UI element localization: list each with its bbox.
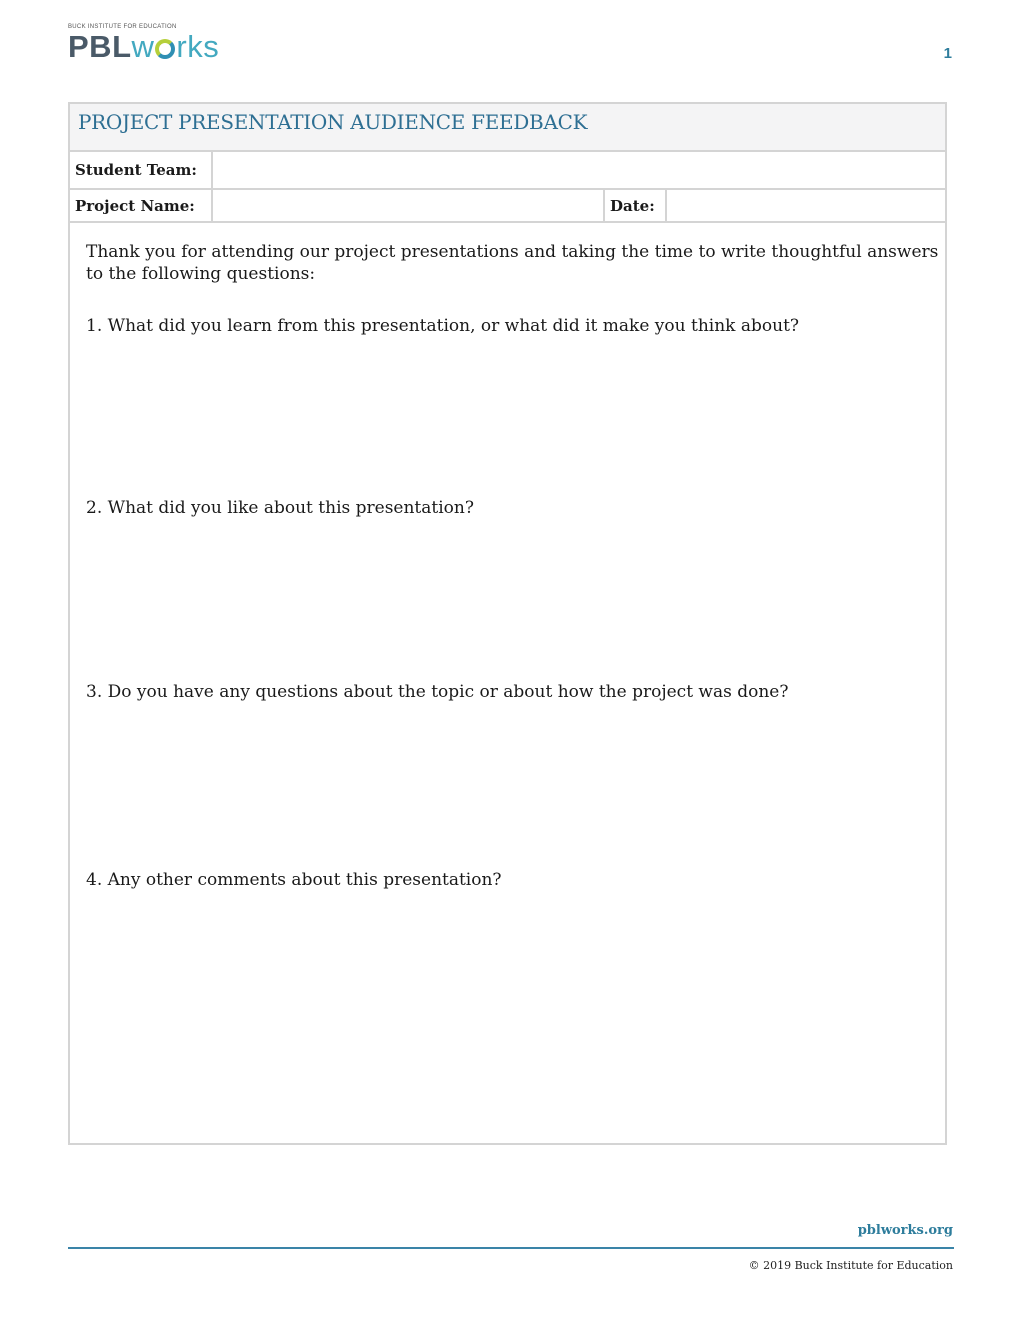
footer-copyright: © 2019 Buck Institute for Education: [748, 1259, 953, 1272]
logo-w-text: w: [131, 29, 155, 64]
footer-site-link[interactable]: pblworks.org: [857, 1223, 953, 1238]
pblworks-logo: [68, 24, 268, 68]
student-team-field[interactable]: [213, 152, 945, 188]
question-1: 1. What did you learn from this presentation, or what did it make you think about?: [86, 316, 800, 336]
form-title: PROJECT PRESENTATION AUDIENCE FEEDBACK: [78, 110, 588, 134]
logo-rks-text: rks: [176, 29, 220, 64]
question-3: 3. Do you have any questions about the topic or about how the project was done?: [86, 682, 789, 702]
form-title-row: [70, 104, 945, 152]
date-field[interactable]: [667, 190, 945, 221]
intro-text: Thank you for attending our project presentations and taking the time to write thoughtful answers to the following questions:: [86, 242, 939, 284]
project-name-label: Project Name:: [75, 196, 195, 215]
feedback-form: [68, 102, 947, 1145]
question-2: 2. What did you like about this presentation?: [86, 498, 474, 518]
project-name-field[interactable]: [213, 190, 603, 221]
page-number: 1: [943, 45, 952, 62]
project-name-row: [70, 190, 945, 223]
student-team-label: Student Team:: [75, 161, 197, 179]
date-label: Date:: [610, 196, 655, 215]
logo-org-name: BUCK INSTITUTE FOR EDUCATION: [68, 24, 177, 30]
logo-ring-icon: [155, 39, 175, 59]
logo-wordmark: [68, 30, 219, 64]
student-team-row: [70, 152, 945, 190]
footer-divider: [68, 1247, 954, 1249]
question-4: 4. Any other comments about this presentation?: [86, 870, 502, 890]
logo-pbl-text: PBL: [68, 29, 132, 64]
questions-area: [86, 241, 941, 890]
